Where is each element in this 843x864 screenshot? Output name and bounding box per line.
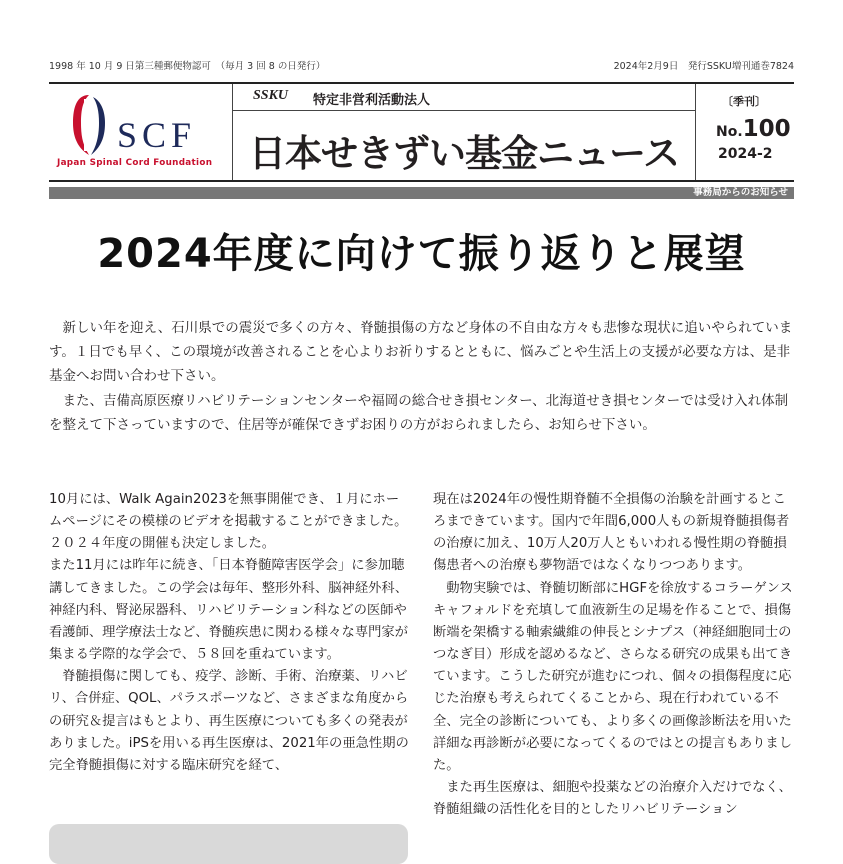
- issue-number-value: 100: [742, 116, 791, 142]
- paragraph: 動物実験では、脊髄切断部にHGFを徐放するコラーゲンスキャフォルドを充填して血液新生の足場を作ることで、損傷断端を架橋する軸索繊維の伸長とシナプス（神経細胞同士のつなぎ目）形成を認めるなど、さらなる研究の成果も出てきています。こうした研究が進むにつれ、個々の損傷程度に応じた治療も考えられてくることから、現在行われている不全、完全の診断についても、より多くの画像診断法を用いた詳細な再診断が必要になってくるのではとの提言もありました。: [433, 580, 793, 773]
- issue-number-prefix: No.: [716, 124, 743, 140]
- logo-abbr: SCF: [117, 115, 197, 155]
- scf-logo-icon: [67, 93, 111, 157]
- logo: [49, 84, 233, 180]
- issue-notice: 2024年2月9日 発行SSKU増刊通巻7824: [613, 61, 794, 72]
- intro-text: [49, 316, 794, 437]
- issue-number: [716, 116, 791, 142]
- sidebar-box: [49, 824, 408, 864]
- paragraph: また再生医療は、細胞や投薬などの治療介入だけでなく、脊髄組織の活性化を目的としたリハビリテーション: [433, 780, 792, 818]
- notice-bar-label: 事務局からのお知らせ: [693, 187, 788, 198]
- title-top-row: [233, 84, 695, 111]
- intro-paragraph: また、吉備高原医療リハビリテーションセンターや福岡の総合せき損センター、北海道せき損センターでは受け入れ体制を整えて下さっていますので、住居等が確保できずお困りの方がおられましたら、お知らせ下さい。: [49, 392, 789, 433]
- notice-bar: [49, 187, 794, 199]
- newsletter-title: 日本せきずい基金ニュース: [249, 131, 680, 175]
- logo-full-name: Japan Spinal Cord Foundation: [57, 158, 213, 168]
- org-type: 特定非営利活動法人: [313, 93, 431, 108]
- left-column: [49, 489, 411, 777]
- ssku-label: SSKU: [253, 88, 289, 103]
- postal-notice: 1998 年 10 月 9 日第三種郵便物認可 （毎月 3 回 8 の日発行）: [49, 61, 326, 72]
- paragraph: 現在は2024年の慢性期脊髄不全損傷の治験を計画するところまできています。国内で年間6,000人もの新規脊髄損傷者の治療に加え、10万人20万人ともいわれる慢性期の脊髄損傷患者への治療も夢物語ではなくなりつつあります。: [433, 492, 790, 574]
- frequency: 〔季刊〕: [722, 95, 766, 108]
- right-column: [433, 489, 795, 821]
- headline: 2024年度に向けて振り返りと展望: [97, 231, 746, 277]
- paragraph: 脊髄損傷に関しても、疫学、診断、手術、治療薬、リハビリ、合併症、QOL、パラスポーツなど、さまざまな角度からの研究＆提言はもとより、再生医療についても多くの発表がありました。iPSを用いる再生医療は、2021年の亜急性期の完全脊髄損傷に対する臨床研究を経て、: [49, 669, 409, 773]
- masthead: [49, 82, 794, 182]
- issue-info: [696, 84, 794, 180]
- issue-date: 2024-2: [718, 146, 773, 162]
- title-area: [233, 84, 696, 180]
- intro-paragraph: 新しい年を迎え、石川県での震災で多くの方々、脊髄損傷の方など身体の不自由な方々も悲惨な現状に追いやられています。１日でも早く、この環境が改善されることを心よりお祈りするとともに、悩みごとや生活上の支援が必要な方は、是非基金へお問い合わせ下さい。: [49, 320, 793, 385]
- paragraph: 10月には、Walk Again2023を無事開催でき、１月にホームページにその模様のビデオを掲載することができました。２０２４年度の開催も決定しました。: [49, 492, 408, 552]
- paragraph: また11月には昨年に続き、「日本脊髄障害医学会」に参加聴講してきました。この学会は毎年、整形外科、脳神経外科、神経内科、腎泌尿器科、リハビリテーション科などの医師や看護師、理学療法士など、脊髄疾患に関わる様々な専門家が集まる学際的な学会で、５８回を重ねています。: [49, 558, 409, 663]
